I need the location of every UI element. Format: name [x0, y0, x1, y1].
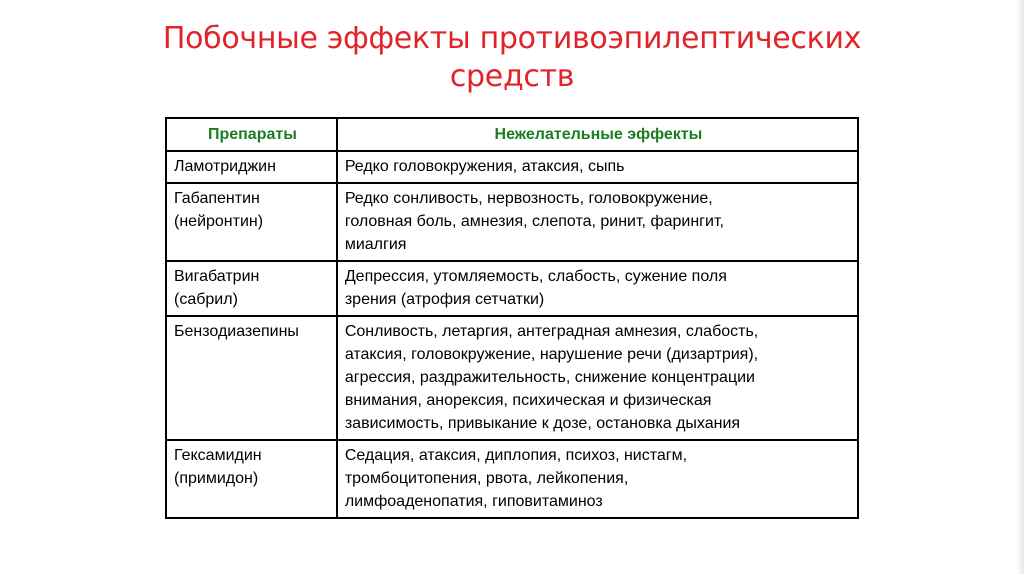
- effects-line: зависимость, привыкание к дозе, остановка дыхания: [344, 415, 741, 432]
- effects-cell: [337, 151, 858, 183]
- drug-name: Гексамидин: [174, 447, 262, 464]
- slide-title: [150, 20, 874, 96]
- drug-cell: [166, 183, 337, 261]
- effects-line: атаксия, головокружение, нарушение речи (дизартрия),: [344, 346, 759, 363]
- effects-line: Сонливость, летаргия, антеградная амнезия, слабость,: [344, 323, 759, 340]
- effects-line: Седация, атаксия, диплопия, психоз, нистагм,: [344, 447, 688, 464]
- table-row: [166, 183, 858, 261]
- effects-line: внимания, анорексия, психическая и физическая: [344, 392, 712, 409]
- effects-line: головная боль, амнезия, слепота, ринит, фарингит,: [344, 213, 724, 230]
- slide-edge-shadow: [1016, 0, 1024, 574]
- table-row: [166, 261, 858, 316]
- slide-title-line-1: Побочные эффекты противоэпилептических: [162, 21, 862, 56]
- effects-line: тромбоцитопения, рвота, лейкопения,: [344, 470, 629, 487]
- header-drugs: Препараты: [166, 118, 337, 151]
- header-side-effects: Нежелательные эффекты: [337, 118, 858, 151]
- effects-line: Редко сонливость, нервозность, головокружение,: [344, 190, 713, 207]
- drug-trade-name: (примидон): [174, 470, 259, 487]
- table-row: [166, 151, 858, 183]
- drug-trade-name: (нейронтин): [174, 213, 264, 230]
- effects-line: зрения (атрофия сетчатки): [344, 291, 545, 308]
- effects-cell: [337, 183, 858, 261]
- effects-line: Депрессия, утомляемость, слабость, сужение поля: [344, 268, 727, 285]
- drug-name: Вигабатрин: [174, 268, 260, 285]
- table-row: [166, 316, 858, 440]
- effects-cell: [337, 261, 858, 316]
- effects-line: агрессия, раздражительность, снижение концентрации: [344, 369, 755, 386]
- drug-name: Габапентин: [174, 190, 260, 207]
- drug-trade-name: (сабрил): [174, 291, 238, 308]
- effects-cell: [337, 316, 858, 440]
- drug-cell: [166, 151, 337, 183]
- drug-name: Ламотриджин: [174, 158, 276, 175]
- slide-title-line-2: средств: [449, 59, 575, 94]
- side-effects-table: [165, 117, 859, 519]
- drug-cell: [166, 261, 337, 316]
- table-row: [166, 440, 858, 518]
- effects-line: миалгия: [344, 236, 407, 253]
- drug-cell: [166, 440, 337, 518]
- effects-line: Редко головокружения, атаксия, сыпь: [344, 158, 625, 175]
- table-header-row: [166, 118, 858, 151]
- effects-line: лимфоаденопатия, гиповитаминоз: [344, 493, 603, 510]
- drug-cell: [166, 316, 337, 440]
- drug-name: Бензодиазепины: [174, 323, 299, 340]
- effects-cell: [337, 440, 858, 518]
